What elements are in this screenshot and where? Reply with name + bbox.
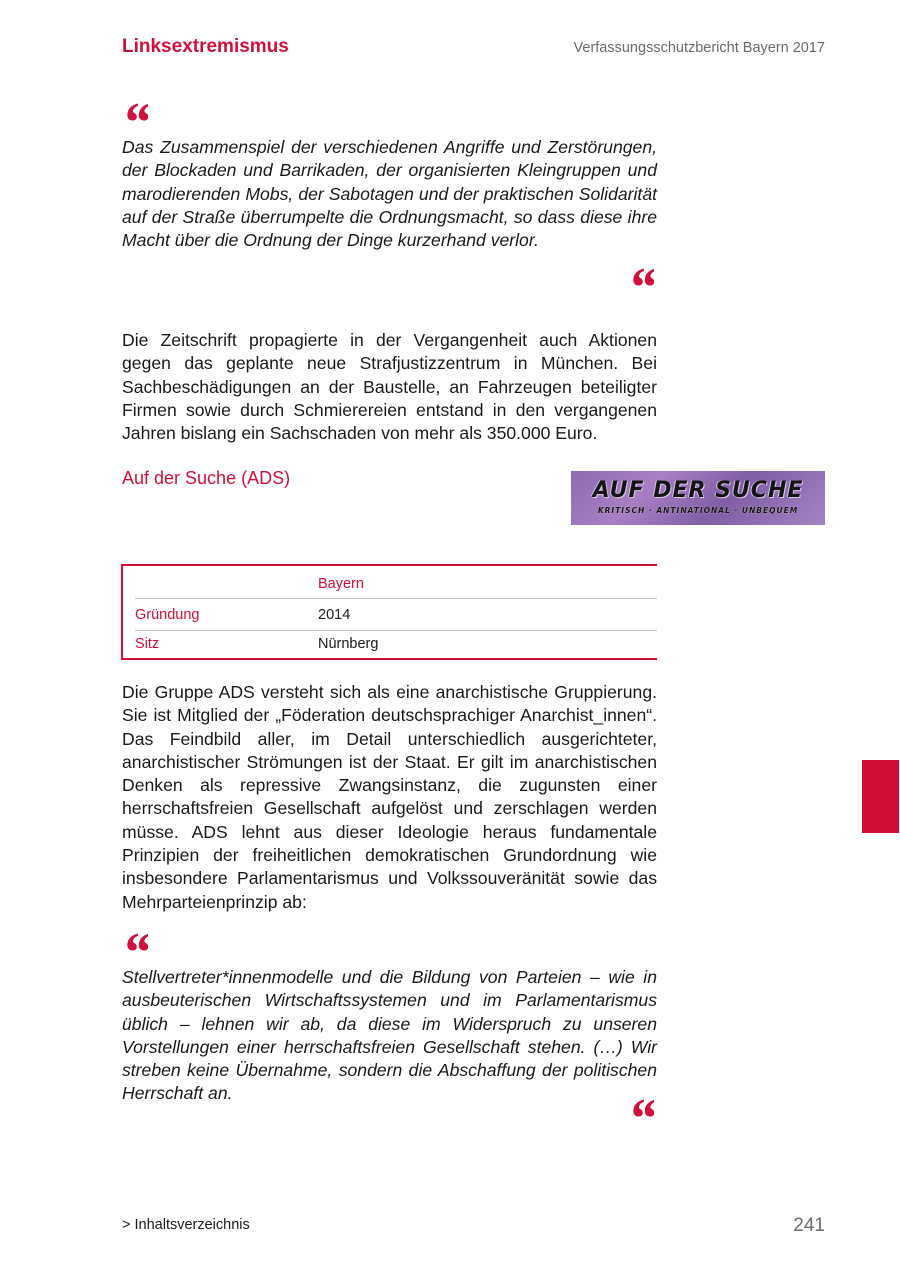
toc-link[interactable]: > Inhaltsverzeichnis	[122, 1217, 250, 1233]
table-label-gruendung: Gründung	[135, 607, 200, 623]
table-label-sitz: Sitz	[135, 636, 160, 652]
quote-open-mark: “	[122, 103, 148, 135]
paragraph-ads-description: Die Gruppe ADS versteht sich als eine anarchistische Gruppierung. Sie ist Mitglied der „Föderation deutschsprachiger Anarchist_innen“. Das Feindbild aller, im Detail unterschiedlich ausgerichteter, anarchistischer Strömungen ist der Staat. Er gilt im anarchistischen Denken als repressive Zwangsinstanz, die zugunsten einer herrschaftsfreien Gesellschaft aufgelöst und zerschlagen werden müsse. ADS lehnt aus dieser Ideologie heraus fundamentale Prinzipien der freiheitlichen demokratischen Grundordnung wie insbesondere Parlamentarismus und Volkssouveränität sowie das Mehrparteienprinzip ab:	[122, 682, 657, 912]
table-divider	[135, 598, 657, 599]
table-value-sitz: Nürnberg	[318, 636, 379, 652]
table-value-gruendung: 2014	[318, 607, 351, 623]
page-number: 241	[793, 1215, 825, 1236]
table-header-bayern: Bayern	[318, 576, 364, 592]
quote-open-mark: “	[122, 933, 148, 965]
table-divider	[135, 630, 657, 631]
quote-text-1: Das Zusammenspiel der verschiedenen Angriffe und Zerstörungen, der Blockaden und Barrikaden, der organisierten Kleingruppen und marodierenden Mobs, der Sabotagen und der praktischen Solidarität auf der Straße überrumpelte die Ordnungsmacht, so dass diese ihre Macht über die Ordnung der Dinge kurzerhand verlor.	[122, 137, 657, 251]
organization-info-table	[121, 564, 657, 660]
ads-logo-title: AUF DER SUCHE	[592, 478, 804, 503]
quote-close-mark: “	[628, 268, 654, 300]
ads-logo	[571, 471, 825, 525]
ads-logo-subtitle: KRITISCH · ANTINATIONAL · UNBEQUEM	[597, 506, 799, 515]
paragraph-strafjustizzentrum: Die Zeitschrift propagierte in der Vergangenheit auch Aktionen gegen das geplante neue Strafjustizzentrum in München. Bei Sachbeschädigungen an der Baustelle, an Fahrzeugen beteiligter Firmen sowie durch Schmierereien entstand in den vergangenen Jahren bislang ein Sachschaden von mehr als 350.000 Euro.	[122, 330, 657, 444]
report-title: Verfassungsschutzbericht Bayern 2017	[573, 40, 825, 56]
section-title: Linksextremismus	[122, 36, 289, 57]
ads-heading: Auf der Suche (ADS)	[122, 468, 291, 488]
chapter-tab-marker	[862, 760, 899, 833]
quote-text-2: Stellvertreter*innenmodelle und die Bildung von Parteien – wie in ausbeuterischen Wirtschaftssystemen und im Parlamentarismus üblich – lehnen wir ab, da diese im Widerspruch zu unseren Vorstellungen einer herrschaftsfreien Gesellschaft stehen. (…) Wir streben keine Übernahme, sondern die Abschaffung der politischen Herrschaft an.	[122, 967, 657, 1104]
quote-close-mark: “	[628, 1099, 654, 1131]
